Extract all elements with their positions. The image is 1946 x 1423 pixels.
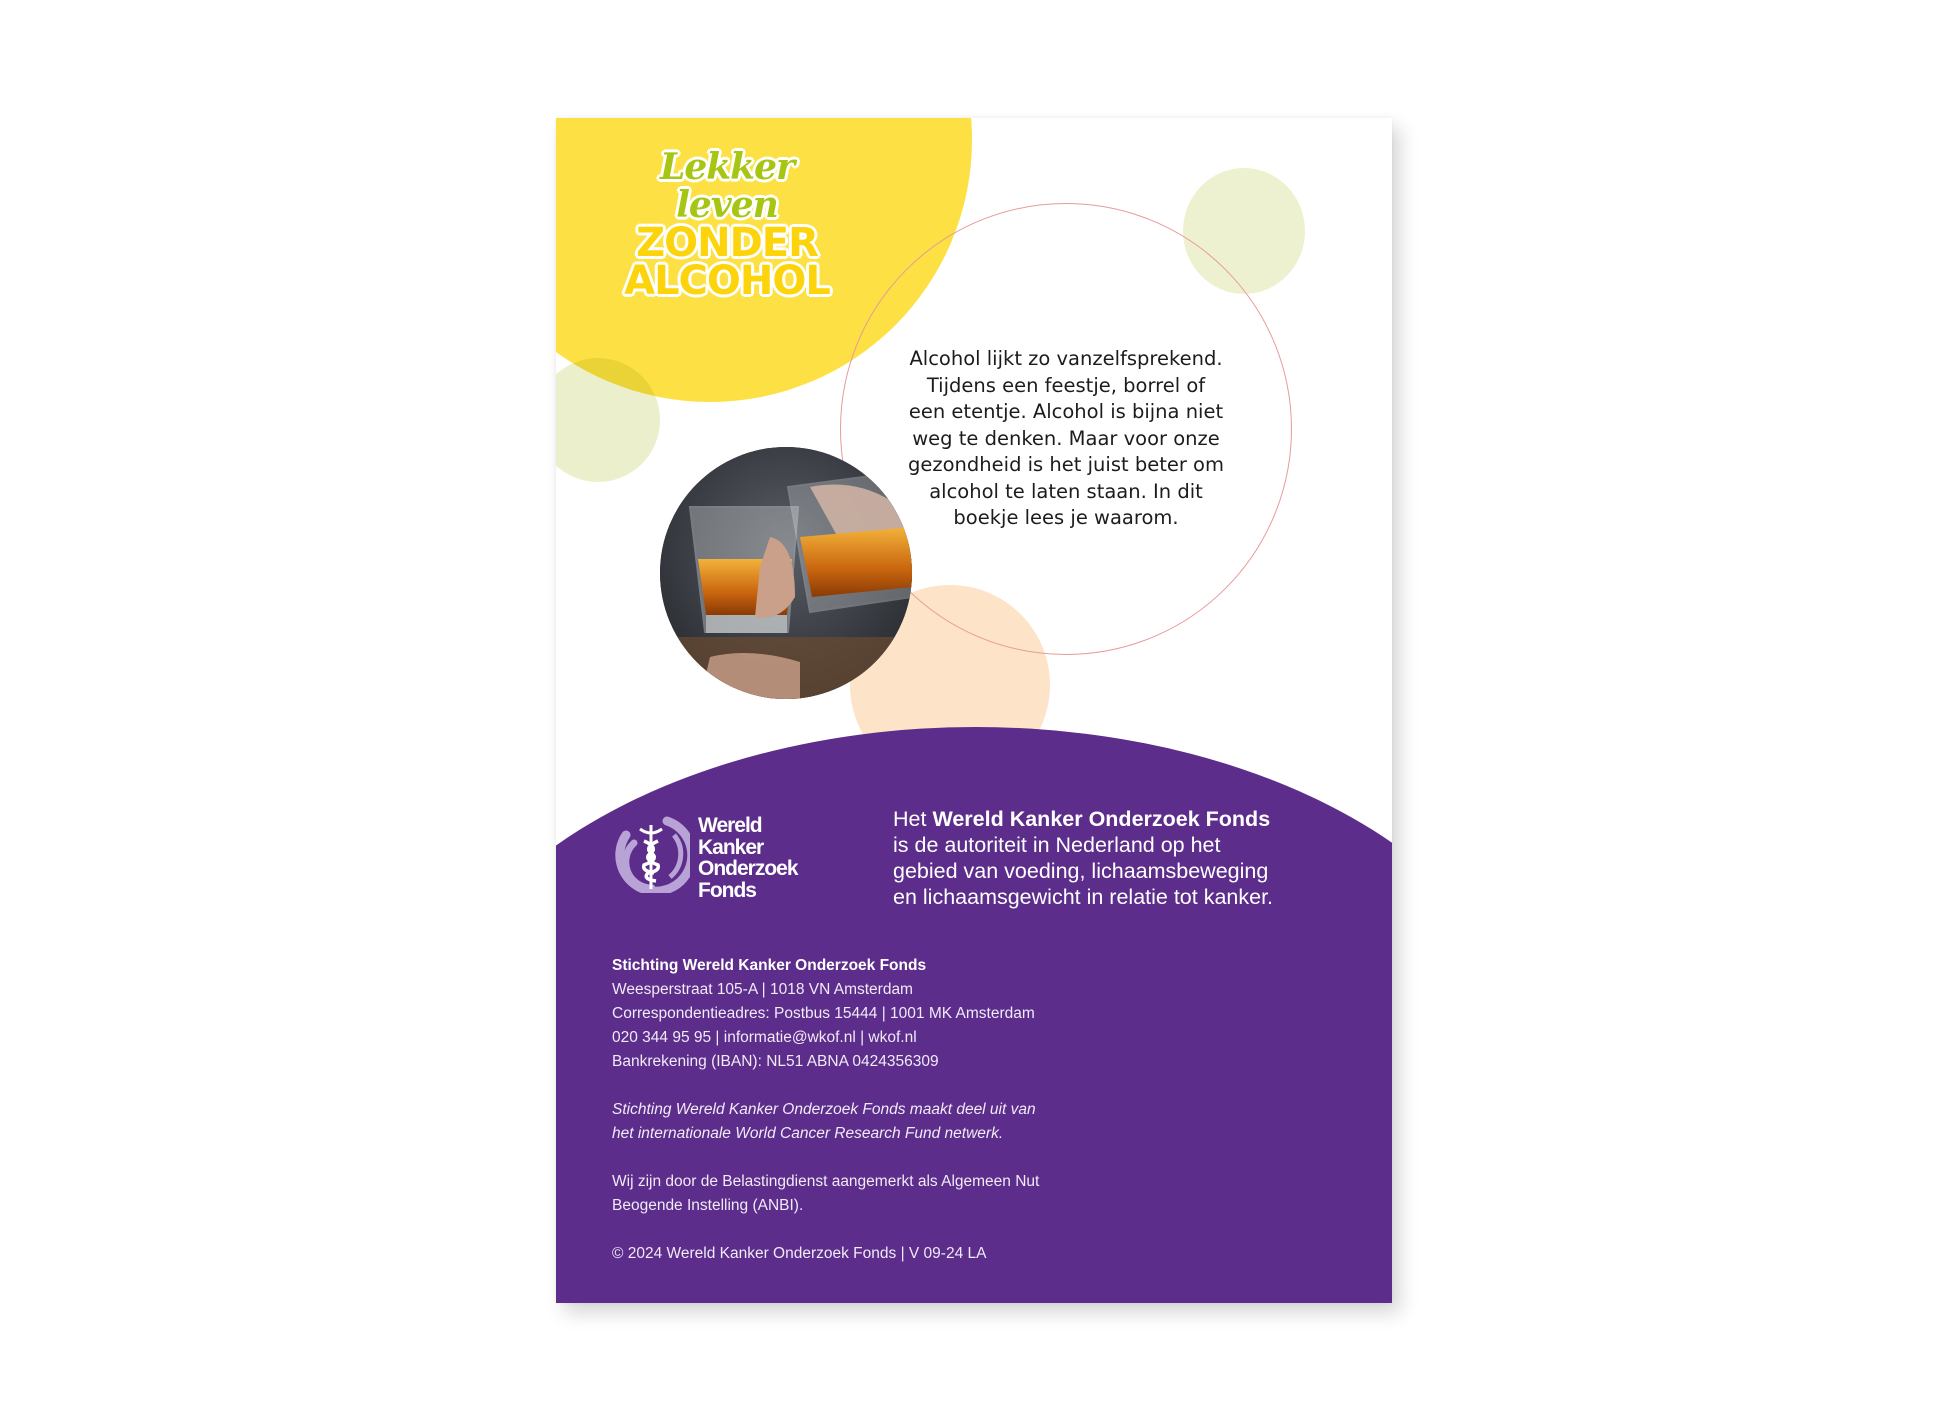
address: Weesperstraat 105-A | 1018 VN Amsterdam — [612, 981, 913, 998]
logo-line: Onderzoek — [698, 857, 798, 880]
intro-text — [901, 346, 1231, 532]
about-line-1 — [893, 806, 1313, 832]
title-alcohol: ALCOHOL — [624, 258, 830, 304]
whisky-glasses-photo — [660, 447, 912, 699]
contact-info[interactable]: 020 344 95 95 | informatie@wkof.nl | wkof.nl — [612, 1029, 917, 1046]
brochure-back-cover — [556, 118, 1392, 1303]
network-note-line: Stichting Wereld Kanker Onderzoek Fonds maakt deel uit van — [612, 1101, 1036, 1118]
wkof-logo — [612, 814, 832, 902]
about-line: en lichaamsgewicht in relatie tot kanker. — [893, 885, 1274, 909]
anbi-note-line: Beogende Instelling (ANBI). — [612, 1197, 804, 1214]
intro-line: Tijdens een feestje, borrel of — [926, 373, 1206, 397]
foundation-name: Stichting Wereld Kanker Onderzoek Fonds — [612, 957, 927, 974]
caduceus-emblem-icon — [612, 815, 690, 893]
correspondence-address: Correspondentieadres: Postbus 15444 | 1001 MK Amsterdam — [612, 1005, 1035, 1022]
colophon — [612, 954, 1132, 1266]
about-prefix: Het — [893, 807, 933, 831]
bank-account: Bankrekening (IBAN): NL51 ABNA 0424356309 — [612, 1053, 939, 1070]
organization-description — [893, 806, 1313, 910]
title-script: Lekker leven — [660, 146, 794, 226]
intro-line: Alcohol lijkt zo vanzelfsprekend. — [909, 347, 1223, 370]
about-line: is de autoriteit in Nederland op het — [893, 833, 1221, 857]
title-zonder: ZONDER — [636, 220, 818, 266]
org-name-wordmark — [698, 815, 798, 901]
intro-line: gezondheid is het juist beter om — [908, 453, 1224, 476]
intro-line: alcohol te laten staan. In dit — [929, 479, 1203, 503]
logo-line: Kanker — [698, 835, 764, 859]
about-org-name: Wereld Kanker Onderzoek Fonds — [932, 807, 1271, 831]
intro-line: een etentje. Alcohol is bijna niet — [908, 400, 1224, 423]
network-note-line: het internationale World Cancer Research Fund netwerk. — [612, 1125, 1004, 1142]
campaign-title-logo — [612, 146, 842, 304]
photo-illustration-icon — [660, 447, 912, 699]
copyright: © 2024 Wereld Kanker Onderzoek Fonds | V 09-24 LA — [612, 1245, 987, 1262]
logo-line: Fonds — [698, 878, 756, 902]
anbi-note-line: Wij zijn door de Belastingdienst aangemerkt als Algemeen Nut — [612, 1173, 1040, 1190]
about-line: gebied van voeding, lichaamsbeweging — [893, 859, 1269, 883]
logo-line: Wereld — [698, 814, 762, 837]
intro-line: boekje lees je waarom. — [953, 506, 1179, 529]
intro-line: weg te denken. Maar voor onze — [912, 426, 1220, 450]
